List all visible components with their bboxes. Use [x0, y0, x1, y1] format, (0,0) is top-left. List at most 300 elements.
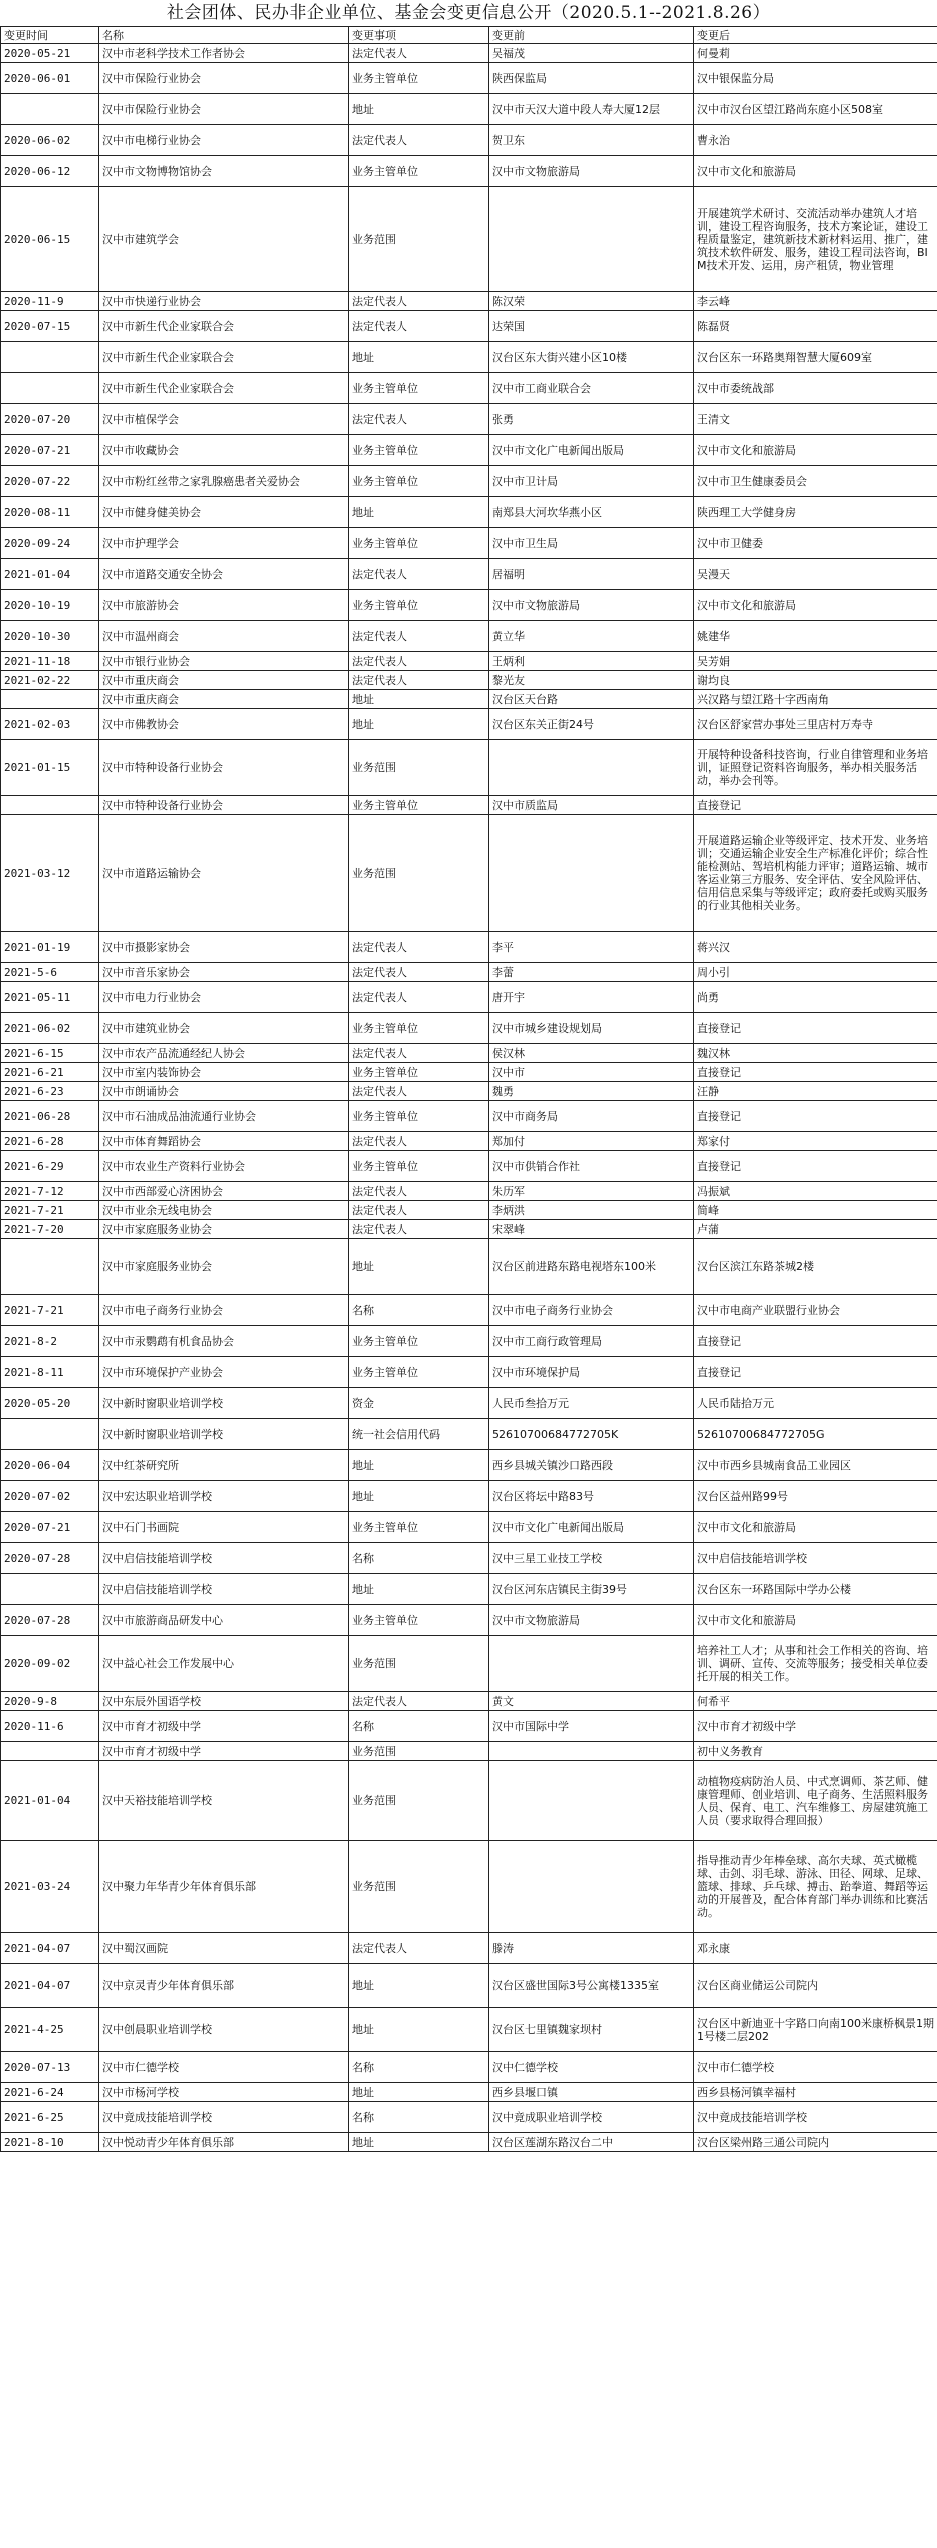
table-row — [1, 63, 937, 94]
cell-change-item: 业务主管单位 — [349, 1101, 489, 1132]
table-row — [1, 1481, 937, 1512]
cell-name: 汉中市道路交通安全协会 — [99, 559, 349, 590]
table-row — [1, 187, 937, 292]
cell-change-item: 地址 — [349, 1239, 489, 1295]
cell-date: 2021-02-03 — [1, 709, 99, 740]
table-row — [1, 1201, 937, 1220]
cell-date: 2021-01-19 — [1, 932, 99, 963]
cell-change-item: 业务主管单位 — [349, 63, 489, 94]
cell-change-item: 业务主管单位 — [349, 1151, 489, 1182]
cell-before: 汉中市商务局 — [489, 1101, 694, 1132]
cell-before: 汉中市工商行政管理局 — [489, 1326, 694, 1357]
cell-before: 唐开宇 — [489, 982, 694, 1013]
table-row — [1, 982, 937, 1013]
cell-name: 汉中创晨职业培训学校 — [99, 2008, 349, 2052]
cell-after: 汉中市文化和旅游局 — [694, 435, 937, 466]
cell-name: 汉中市电力行业协会 — [99, 982, 349, 1013]
cell-name: 汉中市汞鹦鹉有机食品协会 — [99, 1326, 349, 1357]
cell-before: 黄文 — [489, 1692, 694, 1711]
cell-before: 陈汉荣 — [489, 292, 694, 311]
cell-name: 汉中市电梯行业协会 — [99, 125, 349, 156]
cell-change-item: 法定代表人 — [349, 404, 489, 435]
cell-before: 汉中市供销合作社 — [489, 1151, 694, 1182]
cell-change-item: 业务主管单位 — [349, 435, 489, 466]
cell-change-item: 法定代表人 — [349, 932, 489, 963]
cell-change-item: 地址 — [349, 1450, 489, 1481]
cell-name: 汉中市农产品流通经纪人协会 — [99, 1044, 349, 1063]
cell-name: 汉中市旅游商品研发中心 — [99, 1605, 349, 1636]
table-row — [1, 1450, 937, 1481]
cell-after: 汉中市电商产业联盟行业协会 — [694, 1295, 937, 1326]
table-row — [1, 932, 937, 963]
cell-change-item: 名称 — [349, 1295, 489, 1326]
cell-after: 开展特种设备科技咨询，行业自律管理和业务培训，证照登记资料咨询服务，举办相关服务活动，举办会刊等。 — [694, 740, 937, 796]
cell-after: 汉台区商业储运公司院内 — [694, 1964, 937, 2008]
cell-name: 汉中市建筑学会 — [99, 187, 349, 292]
cell-after: 开展建筑学术研讨、交流活动举办建筑人才培训，建设工程咨询服务，技术方案论证，建设工程质量鉴定，建筑新技术新材料运用、推广，建筑技术软件研发、服务，建设工程司法咨询，BIM技术开发、运用，房产租赁，物业管理 — [694, 187, 937, 292]
cell-before: 汉中竟成职业培训学校 — [489, 2102, 694, 2133]
cell-after: 直接登记 — [694, 1063, 937, 1082]
cell-name: 汉中市银行业协会 — [99, 652, 349, 671]
cell-before — [489, 1636, 694, 1692]
cell-after: 直接登记 — [694, 1013, 937, 1044]
cell-date — [1, 1742, 99, 1761]
column-header-before: 变更前 — [489, 27, 694, 44]
cell-change-item: 法定代表人 — [349, 1182, 489, 1201]
table-row — [1, 373, 937, 404]
cell-name: 汉中市老科学技术工作者协会 — [99, 44, 349, 63]
cell-before: 朱历军 — [489, 1182, 694, 1201]
cell-after: 吴芳娟 — [694, 652, 937, 671]
table-row — [1, 1742, 937, 1761]
cell-name: 汉中益心社会工作发展中心 — [99, 1636, 349, 1692]
table-row — [1, 1388, 937, 1419]
table-row — [1, 2008, 937, 2052]
cell-before: 汉台区天台路 — [489, 690, 694, 709]
cell-before: 李炳洪 — [489, 1201, 694, 1220]
cell-change-item: 业务主管单位 — [349, 1013, 489, 1044]
cell-name: 汉中市重庆商会 — [99, 690, 349, 709]
table-row — [1, 1711, 937, 1742]
cell-date: 2020-06-15 — [1, 187, 99, 292]
cell-date: 2021-05-11 — [1, 982, 99, 1013]
cell-date: 2021-03-12 — [1, 815, 99, 932]
cell-name: 汉中市育才初级中学 — [99, 1711, 349, 1742]
cell-after: 卢蒲 — [694, 1220, 937, 1239]
cell-name: 汉中新时窗职业培训学校 — [99, 1419, 349, 1450]
cell-date: 2021-06-28 — [1, 1101, 99, 1132]
cell-after: 汉中市卫健委 — [694, 528, 937, 559]
cell-before: 汉中市卫生局 — [489, 528, 694, 559]
cell-before: 汉中市电子商务行业协会 — [489, 1295, 694, 1326]
cell-date: 2020-05-20 — [1, 1388, 99, 1419]
cell-before: 李平 — [489, 932, 694, 963]
cell-change-item: 业务主管单位 — [349, 1512, 489, 1543]
table-row — [1, 740, 937, 796]
cell-before: 汉中市文物旅游局 — [489, 156, 694, 187]
table-row — [1, 559, 937, 590]
cell-before: 汉台区东关正街24号 — [489, 709, 694, 740]
cell-date: 2021-01-04 — [1, 559, 99, 590]
cell-after: 汉台区益州路99号 — [694, 1481, 937, 1512]
table-row — [1, 2083, 937, 2102]
cell-after: 陕西理工大学健身房 — [694, 497, 937, 528]
cell-change-item: 名称 — [349, 1543, 489, 1574]
cell-date: 2021-7-20 — [1, 1220, 99, 1239]
table-row — [1, 1044, 937, 1063]
cell-before: 汉中市文化广电新闻出版局 — [489, 435, 694, 466]
cell-after: 直接登记 — [694, 1151, 937, 1182]
cell-change-item: 名称 — [349, 2052, 489, 2083]
cell-before: 陕西保监局 — [489, 63, 694, 94]
table-row — [1, 2102, 937, 2133]
cell-after: 吴漫天 — [694, 559, 937, 590]
cell-date: 2021-6-15 — [1, 1044, 99, 1063]
table-row — [1, 1841, 937, 1933]
cell-name: 汉中市西部爱心济困协会 — [99, 1182, 349, 1201]
cell-name: 汉中市新生代企业家联合会 — [99, 373, 349, 404]
cell-after: 汉台区中新迪亚十字路口向南100米康桥枫景1期1号楼二层202 — [694, 2008, 937, 2052]
cell-name: 汉中市业余无线电协会 — [99, 1201, 349, 1220]
table-row — [1, 1220, 937, 1239]
cell-after: 汉中市西乡县城南食品工业园区 — [694, 1450, 937, 1481]
table-row — [1, 1082, 937, 1101]
cell-date: 2020-06-04 — [1, 1450, 99, 1481]
table-row — [1, 342, 937, 373]
cell-after: 汉中银保监分局 — [694, 63, 937, 94]
cell-name: 汉中市环境保护产业协会 — [99, 1357, 349, 1388]
cell-name: 汉中市旅游协会 — [99, 590, 349, 621]
cell-name: 汉中市护理学会 — [99, 528, 349, 559]
cell-change-item: 法定代表人 — [349, 982, 489, 1013]
cell-before: 52610700684772705K — [489, 1419, 694, 1450]
cell-after: 周小引 — [694, 963, 937, 982]
cell-change-item: 法定代表人 — [349, 671, 489, 690]
cell-change-item: 地址 — [349, 1481, 489, 1512]
table-row — [1, 1132, 937, 1151]
cell-name: 汉中市新生代企业家联合会 — [99, 342, 349, 373]
cell-change-item: 业务主管单位 — [349, 796, 489, 815]
cell-after: 汉台区东一环路国际中学办公楼 — [694, 1574, 937, 1605]
cell-before: 黄立华 — [489, 621, 694, 652]
table-row — [1, 1239, 937, 1295]
cell-before: 汉中市文物旅游局 — [489, 590, 694, 621]
table-row — [1, 621, 937, 652]
cell-date — [1, 94, 99, 125]
cell-name: 汉中天裕技能培训学校 — [99, 1761, 349, 1841]
cell-after: 曹永治 — [694, 125, 937, 156]
cell-name: 汉中市农业生产资料行业协会 — [99, 1151, 349, 1182]
table-row — [1, 125, 937, 156]
cell-before: 李蕾 — [489, 963, 694, 982]
cell-name: 汉中竟成技能培训学校 — [99, 2102, 349, 2133]
cell-name: 汉中市家庭服务业协会 — [99, 1239, 349, 1295]
cell-change-item: 法定代表人 — [349, 963, 489, 982]
table-row — [1, 1761, 937, 1841]
cell-change-item: 法定代表人 — [349, 1132, 489, 1151]
cell-date: 2020-05-21 — [1, 44, 99, 63]
cell-date: 2021-8-11 — [1, 1357, 99, 1388]
table-row — [1, 796, 937, 815]
cell-change-item: 地址 — [349, 497, 489, 528]
cell-name: 汉中市粉红丝带之家乳腺癌患者关爱协会 — [99, 466, 349, 497]
cell-before: 达荣国 — [489, 311, 694, 342]
cell-change-item: 名称 — [349, 1711, 489, 1742]
cell-change-item: 业务主管单位 — [349, 466, 489, 497]
cell-before: 宋翠峰 — [489, 1220, 694, 1239]
cell-change-item: 法定代表人 — [349, 1692, 489, 1711]
cell-after: 汉中市文化和旅游局 — [694, 156, 937, 187]
table-row — [1, 690, 937, 709]
column-header-after: 变更后 — [694, 27, 937, 44]
cell-date: 2021-4-25 — [1, 2008, 99, 2052]
cell-name: 汉中市新生代企业家联合会 — [99, 311, 349, 342]
cell-name: 汉中蜀汉画院 — [99, 1933, 349, 1964]
cell-name: 汉中启信技能培训学校 — [99, 1574, 349, 1605]
cell-name: 汉中市收藏协会 — [99, 435, 349, 466]
cell-date — [1, 1574, 99, 1605]
cell-date: 2020-07-13 — [1, 2052, 99, 2083]
cell-change-item: 法定代表人 — [349, 125, 489, 156]
cell-date: 2021-01-04 — [1, 1761, 99, 1841]
cell-date: 2020-06-12 — [1, 156, 99, 187]
cell-date: 2021-6-21 — [1, 1063, 99, 1082]
table-row — [1, 44, 937, 63]
cell-date: 2021-6-28 — [1, 1132, 99, 1151]
cell-after: 开展道路运输企业等级评定、技术开发、业务培训；交通运输企业安全生产标准化评价；综合性能检测站、驾培机构能力评审；道路运输、城市客运业第三方服务、安全评估、安全风险评估、信用信息采集与等级评定；政府委托或购买服务的行业其他相关业务。 — [694, 815, 937, 932]
cell-after: 培养社工人才；从事和社会工作相关的咨询、培训、调研、宣传、交流等服务；接受相关单位委托开展的相关工作。 — [694, 1636, 937, 1692]
cell-change-item: 地址 — [349, 2083, 489, 2102]
cell-date: 2020-08-11 — [1, 497, 99, 528]
table-row — [1, 709, 937, 740]
table-row — [1, 1063, 937, 1082]
cell-change-item: 业务范围 — [349, 187, 489, 292]
cell-after: 尚勇 — [694, 982, 937, 1013]
cell-after: 指导推动青少年棒垒球、高尔夫球、英式橄榄球、击剑、羽毛球、游泳、田径、网球、足球、篮球、排球、乒乓球、搏击、跆拳道、舞蹈等运动的开展普及，配合体育部门举办训练和比赛活动。 — [694, 1841, 937, 1933]
cell-after: 汉中市文化和旅游局 — [694, 590, 937, 621]
cell-date: 2020-06-02 — [1, 125, 99, 156]
cell-date: 2020-07-28 — [1, 1543, 99, 1574]
cell-after: 汉中启信技能培训学校 — [694, 1543, 937, 1574]
table-row — [1, 815, 937, 932]
cell-before: 汉台区七里镇魏家坝村 — [489, 2008, 694, 2052]
cell-date: 2021-04-07 — [1, 1933, 99, 1964]
cell-after: 汉中市汉台区望江路尚东庭小区508室 — [694, 94, 937, 125]
cell-after: 汉台区东一环路奥翔智慧大厦609室 — [694, 342, 937, 373]
page-title: 社会团体、民办非企业单位、基金会变更信息公开（2020.5.1--2021.8.26） — [166, 3, 771, 23]
cell-change-item: 业务主管单位 — [349, 528, 489, 559]
cell-date: 2021-5-6 — [1, 963, 99, 982]
cell-date: 2021-02-22 — [1, 671, 99, 690]
table-row — [1, 2133, 937, 2152]
cell-before — [489, 815, 694, 932]
cell-change-item: 业务范围 — [349, 1742, 489, 1761]
table-row — [1, 1964, 937, 2008]
cell-after: 汉中竟成技能培训学校 — [694, 2102, 937, 2133]
table-row — [1, 1636, 937, 1692]
cell-after: 兴汉路与望江路十字西南角 — [694, 690, 937, 709]
cell-date: 2020-09-02 — [1, 1636, 99, 1692]
table-row — [1, 2052, 937, 2083]
cell-name: 汉中红茶研究所 — [99, 1450, 349, 1481]
cell-name: 汉中市保险行业协会 — [99, 94, 349, 125]
cell-date — [1, 1419, 99, 1450]
cell-before: 侯汉林 — [489, 1044, 694, 1063]
cell-date: 2020-11-6 — [1, 1711, 99, 1742]
cell-date: 2020-07-21 — [1, 435, 99, 466]
cell-after: 汉台区滨江东路茶城2楼 — [694, 1239, 937, 1295]
cell-name: 汉中新时窗职业培训学校 — [99, 1388, 349, 1419]
cell-name: 汉中石门书画院 — [99, 1512, 349, 1543]
cell-after: 直接登记 — [694, 796, 937, 815]
cell-after: 汉中市文化和旅游局 — [694, 1605, 937, 1636]
cell-before: 汉中市国际中学 — [489, 1711, 694, 1742]
cell-change-item: 业务主管单位 — [349, 1357, 489, 1388]
table-row — [1, 311, 937, 342]
cell-before: 汉中三星工业技工学校 — [489, 1543, 694, 1574]
cell-date — [1, 373, 99, 404]
cell-after: 汪静 — [694, 1082, 937, 1101]
cell-after: 冯振斌 — [694, 1182, 937, 1201]
cell-after: 邓永康 — [694, 1933, 937, 1964]
cell-after: 动植物疫病防治人员、中式烹调师、茶艺师、健康管理师、创业培训、电子商务、生活照料服务人员、保育、电工、汽车维修工、房屋建筑施工人员（要求取得合理回报） — [694, 1761, 937, 1841]
cell-name: 汉中悦动青少年体育俱乐部 — [99, 2133, 349, 2152]
cell-change-item: 法定代表人 — [349, 1201, 489, 1220]
table-row — [1, 1933, 937, 1964]
cell-after: 李云峰 — [694, 292, 937, 311]
cell-name: 汉中聚力年华青少年体育俱乐部 — [99, 1841, 349, 1933]
cell-after: 何曼莉 — [694, 44, 937, 63]
cell-date: 2021-7-12 — [1, 1182, 99, 1201]
cell-date: 2021-6-25 — [1, 2102, 99, 2133]
cell-before: 魏勇 — [489, 1082, 694, 1101]
table-header-row — [1, 27, 937, 44]
cell-before: 汉中市文物旅游局 — [489, 1605, 694, 1636]
table-row — [1, 1101, 937, 1132]
cell-name: 汉中市家庭服务业协会 — [99, 1220, 349, 1239]
cell-name: 汉中市体育舞蹈协会 — [99, 1132, 349, 1151]
cell-after: 蒋兴汉 — [694, 932, 937, 963]
table-row — [1, 156, 937, 187]
cell-date: 2021-8-2 — [1, 1326, 99, 1357]
table-row — [1, 671, 937, 690]
cell-name: 汉中市音乐家协会 — [99, 963, 349, 982]
cell-name: 汉中市石油成品油流通行业协会 — [99, 1101, 349, 1132]
table-row — [1, 1692, 937, 1711]
cell-name: 汉中市特种设备行业协会 — [99, 796, 349, 815]
cell-date: 2020-9-8 — [1, 1692, 99, 1711]
cell-after: 王清文 — [694, 404, 937, 435]
cell-date: 2020-06-01 — [1, 63, 99, 94]
cell-date: 2021-8-10 — [1, 2133, 99, 2152]
cell-before: 汉中市 — [489, 1063, 694, 1082]
cell-date: 2020-07-02 — [1, 1481, 99, 1512]
cell-change-item: 资金 — [349, 1388, 489, 1419]
table-row — [1, 292, 937, 311]
cell-after: 魏汉林 — [694, 1044, 937, 1063]
table-row — [1, 652, 937, 671]
cell-after: 汉中市文化和旅游局 — [694, 1512, 937, 1543]
cell-date: 2020-07-21 — [1, 1512, 99, 1543]
table-row — [1, 1326, 937, 1357]
cell-before: 人民币叁拾万元 — [489, 1388, 694, 1419]
table-row — [1, 528, 937, 559]
cell-before — [489, 187, 694, 292]
cell-date: 2020-10-19 — [1, 590, 99, 621]
cell-name: 汉中市健身健美协会 — [99, 497, 349, 528]
table-row — [1, 497, 937, 528]
cell-change-item: 业务主管单位 — [349, 373, 489, 404]
cell-change-item: 地址 — [349, 2008, 489, 2052]
cell-change-item: 法定代表人 — [349, 559, 489, 590]
cell-name: 汉中东辰外国语学校 — [99, 1692, 349, 1711]
table-row — [1, 963, 937, 982]
cell-change-item: 法定代表人 — [349, 1220, 489, 1239]
cell-date: 2020-09-24 — [1, 528, 99, 559]
cell-after: 谢均良 — [694, 671, 937, 690]
cell-change-item: 地址 — [349, 94, 489, 125]
table-row — [1, 94, 937, 125]
table-row — [1, 435, 937, 466]
cell-change-item: 名称 — [349, 2102, 489, 2133]
column-header-item: 变更事项 — [349, 27, 489, 44]
cell-change-item: 地址 — [349, 1574, 489, 1605]
cell-before: 张勇 — [489, 404, 694, 435]
cell-before: 汉中市天汉大道中段人寿大厦12层 — [489, 94, 694, 125]
cell-name: 汉中市重庆商会 — [99, 671, 349, 690]
cell-before: 汉台区河东店镇民主街39号 — [489, 1574, 694, 1605]
cell-before: 黎光友 — [489, 671, 694, 690]
cell-before: 滕涛 — [489, 1933, 694, 1964]
cell-before: 郑加付 — [489, 1132, 694, 1151]
cell-after: 汉中市卫生健康委员会 — [694, 466, 937, 497]
cell-before: 汉中市环境保护局 — [489, 1357, 694, 1388]
cell-date — [1, 342, 99, 373]
cell-after: 直接登记 — [694, 1101, 937, 1132]
cell-after: 人民币陆拾万元 — [694, 1388, 937, 1419]
cell-name: 汉中市育才初级中学 — [99, 1742, 349, 1761]
cell-date: 2021-7-21 — [1, 1201, 99, 1220]
cell-before: 贺卫东 — [489, 125, 694, 156]
cell-after: 汉中市育才初级中学 — [694, 1711, 937, 1742]
cell-change-item: 业务主管单位 — [349, 1326, 489, 1357]
cell-name: 汉中市电子商务行业协会 — [99, 1295, 349, 1326]
cell-name: 汉中市快递行业协会 — [99, 292, 349, 311]
cell-change-item: 统一社会信用代码 — [349, 1419, 489, 1450]
cell-change-item: 法定代表人 — [349, 311, 489, 342]
cell-date: 2021-6-23 — [1, 1082, 99, 1101]
cell-date: 2021-6-24 — [1, 2083, 99, 2102]
cell-before: 西乡县城关镇沙口路西段 — [489, 1450, 694, 1481]
cell-name: 汉中市保险行业协会 — [99, 63, 349, 94]
cell-before: 吴福茂 — [489, 44, 694, 63]
cell-name: 汉中京灵青少年体育俱乐部 — [99, 1964, 349, 2008]
cell-before: 汉中市文化广电新闻出版局 — [489, 1512, 694, 1543]
cell-name: 汉中市道路运输协会 — [99, 815, 349, 932]
cell-date: 2020-10-30 — [1, 621, 99, 652]
table-row — [1, 1151, 937, 1182]
cell-after: 何希平 — [694, 1692, 937, 1711]
cell-change-item: 地址 — [349, 709, 489, 740]
table-row — [1, 1357, 937, 1388]
cell-change-item: 法定代表人 — [349, 1082, 489, 1101]
cell-change-item: 业务范围 — [349, 1841, 489, 1933]
cell-change-item: 法定代表人 — [349, 1933, 489, 1964]
table-row — [1, 1574, 937, 1605]
cell-before: 汉中市质监局 — [489, 796, 694, 815]
cell-before: 汉中市城乡建设规划局 — [489, 1013, 694, 1044]
cell-date: 2020-11-9 — [1, 292, 99, 311]
